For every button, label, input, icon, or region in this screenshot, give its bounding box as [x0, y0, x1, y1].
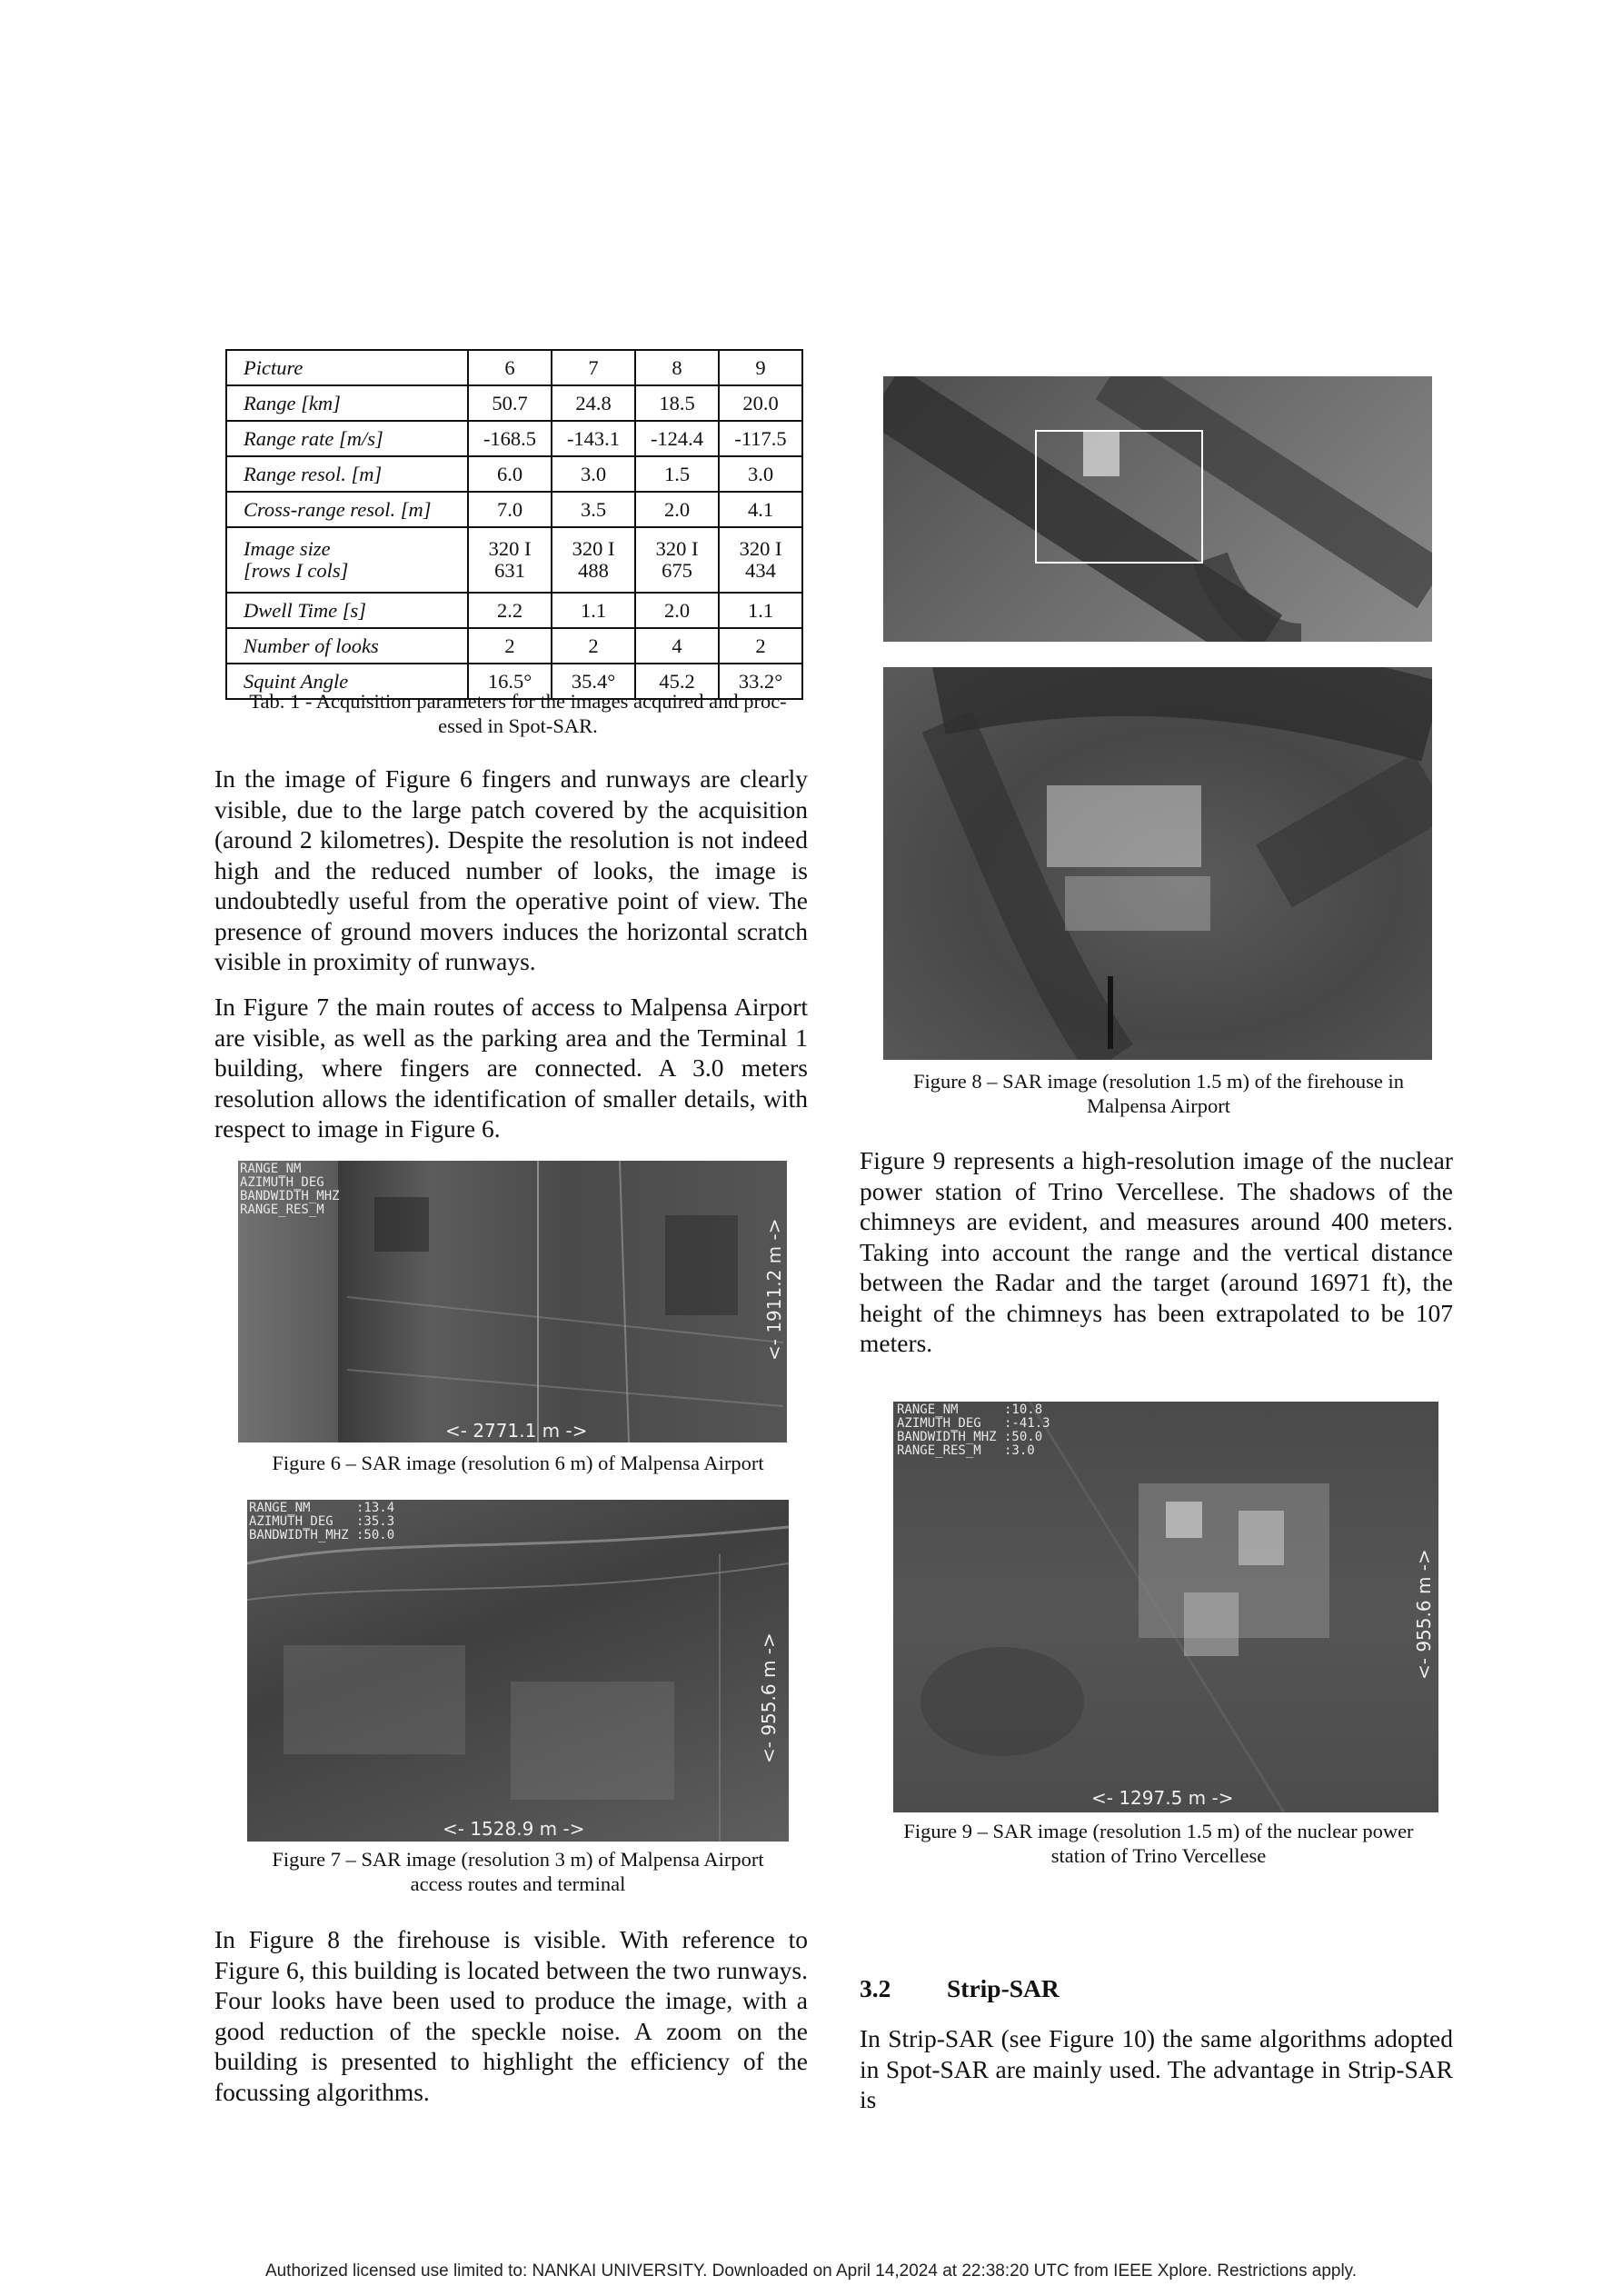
vertical-scale-label: <- 955.6 m -> — [1413, 1549, 1435, 1680]
table-cell: 2.0 — [635, 492, 719, 527]
cell-line: 320 I — [572, 537, 615, 560]
cell-line: 320 I — [488, 537, 532, 560]
figure-8-overview-image — [883, 376, 1432, 642]
table-cell: Squint Angle — [226, 664, 468, 699]
sar-texture — [883, 376, 1432, 642]
table-header-row — [226, 350, 802, 385]
table-cell: 7.0 — [468, 492, 552, 527]
cell-line: 320 I — [739, 537, 782, 560]
table-cell: 2.2 — [468, 593, 552, 628]
table-cell: 2 — [552, 628, 635, 664]
caption-line: Tab. 1 - Acquisition parameters for the images acquired and proc- — [249, 690, 787, 713]
table-cell: Range resol. [m] — [226, 456, 468, 492]
table-cell: Dwell Time [s] — [226, 593, 468, 628]
table-cell: -143.1 — [552, 421, 635, 456]
horizontal-scale-label: <- 1528.9 m -> — [443, 1818, 585, 1840]
body-paragraph: In Figure 8 the firehouse is visible. With reference to Figure 6, this building is located between the two runways. Four looks have been used to produce the image, with a good reduction of the speckle noise. A zoom on the building is presented to highlight the efficiency of the focussing algorithms. — [214, 1925, 808, 2106]
table-row — [226, 385, 802, 421]
table-row — [226, 492, 802, 527]
table-row — [226, 527, 802, 593]
table-cell — [719, 527, 802, 593]
table-caption — [209, 689, 827, 738]
figure-7-sar-image — [247, 1500, 789, 1842]
cell-line: 320 I — [655, 537, 699, 560]
body-paragraph: In Figure 7 the main routes of access to Malpensa Airport are visible, as well as the parking area and the Terminal 1 building, where fingers are connected. A 3.0 meters resolution allows the identification of smaller details, with respect to image in Figure 6. — [214, 993, 808, 1143]
sar-texture — [883, 667, 1432, 1060]
table-cell: 4.1 — [719, 492, 802, 527]
table-cell: 3.0 — [552, 456, 635, 492]
figure-9-sar-image — [893, 1402, 1438, 1812]
figure-6-sar-image — [238, 1161, 787, 1442]
table-cell: 50.7 — [468, 385, 552, 421]
cell-line: 675 — [662, 559, 692, 582]
caption-line: Figure 7 – SAR image (resolution 3 m) of Malpensa Airport — [272, 1848, 764, 1871]
figure-9-caption — [872, 1819, 1445, 1868]
horizontal-scale-label: <- 1297.5 m -> — [1091, 1787, 1234, 1809]
table-cell: 4 — [635, 628, 719, 664]
table-cell: 33.2° — [719, 664, 802, 699]
table-cell: Cross-range resol. [m] — [226, 492, 468, 527]
sar-texture — [247, 1500, 789, 1842]
figure-7-caption — [209, 1847, 827, 1896]
download-notice-footer: Authorized licensed use limited to: NANKAI UNIVERSITY. Downloaded on April 14,2024 at 22:38:20 UTC from IEEE Xplore. Restrictions apply. — [264, 2261, 1358, 2281]
sar-overlay-readout: RANGE_NM :10.8 AZIMUTH_DEG :-41.3 BANDWIDTH_MHZ :50.0 RANGE_RES_M :3.0 — [897, 1403, 1050, 1458]
caption-line: station of Trino Vercellese — [1050, 1844, 1267, 1867]
table-cell: 1.5 — [635, 456, 719, 492]
table-cell: 2.0 — [635, 593, 719, 628]
table-cell: -117.5 — [719, 421, 802, 456]
vertical-scale-label: <- 1911.2 m -> — [763, 1218, 785, 1361]
table-cell: 35.4° — [552, 664, 635, 699]
table-cell: 2 — [719, 628, 802, 664]
table-cell: 3.0 — [719, 456, 802, 492]
sar-texture — [893, 1402, 1438, 1812]
body-paragraph: In the image of Figure 6 fingers and runways are clearly visible, due to the large patch covered by the acquisition (around 2 kilometres). Despite the resolution is not indeed high and the reduced number of looks, the image is undoubtedly useful from the operative point of view. The presence of ground movers induces the horizontal scratch visible in proximity of runways. — [214, 764, 808, 975]
section-title: Strip-SAR — [947, 1974, 1060, 2002]
sar-overlay-readout: RANGE_NM AZIMUTH_DEG BANDWIDTH_MHZ RANGE_RES_M — [240, 1162, 340, 1217]
cell-line: 631 — [494, 559, 525, 582]
table-cell: 9 — [719, 350, 802, 385]
table-cell: 1.1 — [552, 593, 635, 628]
table-cell — [226, 527, 468, 593]
caption-line: Malpensa Airport — [1086, 1094, 1231, 1117]
table-cell: -124.4 — [635, 421, 719, 456]
acquisition-parameters-table — [225, 349, 803, 700]
cell-line: 434 — [745, 559, 776, 582]
table-cell: 20.0 — [719, 385, 802, 421]
sar-overlay-readout: RANGE_NM :13.4 AZIMUTH_DEG :35.3 BANDWIDTH_MHZ :50.0 — [249, 1501, 395, 1542]
figure-8-caption — [872, 1069, 1445, 1118]
table-cell: Range [km] — [226, 385, 468, 421]
vertical-scale-label: <- 955.6 m -> — [758, 1632, 780, 1763]
table-cell: 45.2 — [635, 664, 719, 699]
table-cell — [635, 527, 719, 593]
figure-8-zoom-image — [883, 667, 1432, 1060]
table-row — [226, 593, 802, 628]
table-cell: 6 — [468, 350, 552, 385]
table-cell: Range rate [m/s] — [226, 421, 468, 456]
cell-line: Image size — [244, 537, 331, 560]
caption-line: access routes and terminal — [410, 1872, 626, 1895]
table-cell: 6.0 — [468, 456, 552, 492]
cell-line: [rows I cols] — [244, 559, 349, 582]
table-cell: 8 — [635, 350, 719, 385]
table-cell: -168.5 — [468, 421, 552, 456]
caption-line: essed in Spot-SAR. — [438, 714, 598, 737]
figure-6-caption: Figure 6 – SAR image (resolution 6 m) of Malpensa Airport — [272, 1452, 764, 1474]
table-cell: 24.8 — [552, 385, 635, 421]
table-cell: 16.5° — [468, 664, 552, 699]
table-cell — [468, 527, 552, 593]
table-row — [226, 456, 802, 492]
section-number: 3.2 — [860, 1974, 891, 2002]
table-cell: Number of looks — [226, 628, 468, 664]
table-cell: 3.5 — [552, 492, 635, 527]
cell-line: 488 — [578, 559, 609, 582]
table-cell: 7 — [552, 350, 635, 385]
table-cell — [552, 527, 635, 593]
table-cell: 2 — [468, 628, 552, 664]
caption-line: Figure 9 – SAR image (resolution 1.5 m) of the nuclear power — [903, 1820, 1414, 1842]
table-row — [226, 628, 802, 664]
table-cell: Picture — [226, 350, 468, 385]
body-paragraph: In Strip-SAR (see Figure 10) the same algorithms adopted in Spot-SAR are mainly used. The advantage in Strip-SAR is — [860, 2024, 1453, 2113]
table-cell: 1.1 — [719, 593, 802, 628]
table-row — [226, 421, 802, 456]
caption-line: Figure 8 – SAR image (resolution 1.5 m) of the firehouse in — [913, 1070, 1404, 1093]
body-paragraph: Figure 9 represents a high-resolution image of the nuclear power station of Trino Vercellese. The shadows of the chimneys are evident, and measures around 400 meters. Taking into account the range and the vertical distance between the Radar and the target (around 16971 ft), the height of the chimneys has been extrapolated to be 107 meters. — [860, 1146, 1453, 1357]
table-cell: 18.5 — [635, 385, 719, 421]
horizontal-scale-label: <- 2771.1 m -> — [445, 1420, 588, 1442]
